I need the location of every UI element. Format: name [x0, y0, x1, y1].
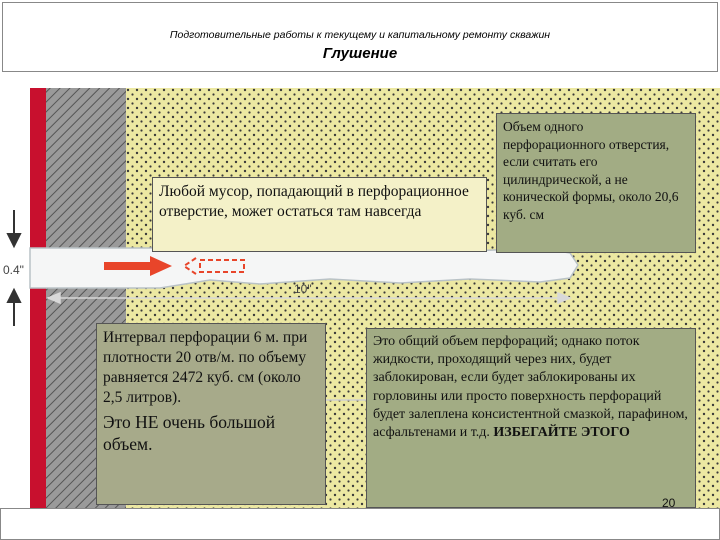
total-volume-note [366, 328, 696, 508]
interval-note-emphasis: Это НЕ очень большой объем. [103, 411, 276, 455]
slide-footer [0, 508, 720, 540]
interval-note-text: Интервал перфорации 6 м. при плотности 20 отв/м. по объему равняется 2472 куб. см (около 2,5 литров). [103, 329, 308, 407]
cement-sheath-top [46, 88, 126, 248]
casing-wall-bottom [30, 288, 46, 508]
slide-number: 20 [662, 496, 676, 510]
debris-note [152, 177, 487, 252]
slide-header [2, 2, 718, 72]
length-label: 10" [294, 282, 312, 296]
slide-subtitle: Подготовительные работы к текущему и капитальному ремонту скважин [169, 29, 551, 41]
total-volume-note-emphasis: ИЗБЕГАЙТЕ ЭТОГО [493, 424, 630, 440]
diameter-label: 0.4" [3, 263, 24, 277]
casing-wall-top [30, 88, 46, 248]
single-volume-note-text: Объем одного перфорационного отверстия, если считать его цилиндрической, а не конической формы, около 20,6 куб. см [503, 119, 679, 222]
single-volume-note [496, 113, 696, 253]
total-volume-note-text: Это общий объем перфораций; однако поток жидкости, проходящий через них, будет заблокирован, если будет заблокированы их горловины или просто поверхность перфораций будет залеплена консистентной смазкой, парафином, асфальтенами и т.д. [373, 334, 688, 440]
debris-note-text: Любой мусор, попадающий в перфорационное отверстие, может остаться там навсегда [159, 183, 469, 221]
slide-title: Глушение [322, 45, 398, 62]
interval-note [96, 323, 326, 505]
